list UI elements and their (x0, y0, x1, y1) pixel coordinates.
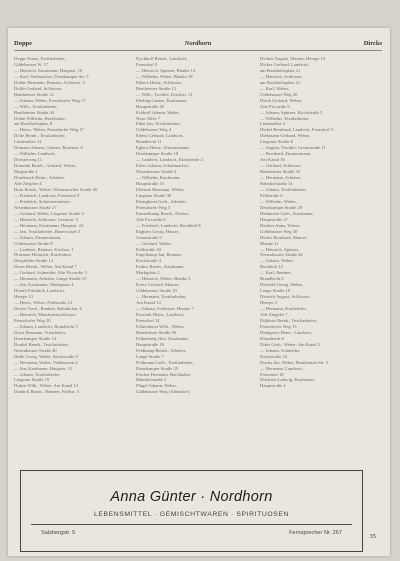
directory-entry: Hauptstraße 40 (136, 103, 164, 109)
directory-entry: — Johann, Weber, Frensdorfer Weg 17 (14, 97, 86, 103)
directory-entry: Ebeling Gustav, Kaufmann, (136, 97, 187, 103)
directory-entry: Gildehauser Straße 19 (136, 288, 177, 294)
directory-entry: — Wilhelm, Landwirt, (14, 151, 56, 157)
directory-entry: Bentheimer Straße 12 (136, 85, 177, 91)
directory-entry: Bentheimer Straße 33 (260, 169, 301, 175)
directory-entry: Egbers Heinr., Zimmermann, (136, 145, 190, 151)
directory-entry: Hauptstraße 18 (136, 341, 164, 347)
directory-entry: Drenth Friedrich, Landwirt, (14, 288, 66, 294)
directory-entry: — Johann, Schlosser, Hesepe 7 (136, 306, 194, 312)
directory-entry: Alte Piccardie 9 (260, 103, 290, 109)
directory-entry: Frensdorf 2 (136, 61, 158, 67)
directory-entry: Hesepe 21 (14, 294, 34, 300)
directory-entry: Bentheimer Straße 50 (136, 329, 177, 335)
directory-entry: — Jan, Kaufmann, Hauptstr. 31 (14, 365, 73, 371)
directory-entry: Evers Gerhard, Maurer, (136, 282, 180, 288)
directory-entry: — Hermann, Textilarbeiter, (136, 294, 187, 300)
directory-entry: — Wilh., Tischler, Kirchstr. 11 (136, 91, 193, 97)
directory-entry: — Friedrich, Landwirt, Frensdorf 9 (14, 192, 80, 198)
directory-entry: Hauptstraße 15 (136, 181, 164, 187)
directory-entry: Deegfelder Straße 12 (14, 258, 54, 264)
directory-entry: Hauptstraße 27 (260, 216, 288, 222)
directory-entry: Diesfeld Georg, Weber, (260, 282, 304, 288)
directory-entry: — Johann, Schneider, (260, 347, 301, 353)
directory-entry: Bookholt 12 (260, 264, 283, 270)
ad-divider (31, 524, 352, 525)
directory-entry: — Johann, Textilarbeiter, (14, 371, 61, 377)
directory-entry: Dirks Gerh., Weber, Am Kanal 2 (260, 341, 321, 347)
directory-entry: — Heinr., Weber, Frensdorfer Weg 17 (14, 127, 84, 133)
ad-phone: Fernsprecher Nr. 267 (289, 530, 342, 536)
directory-entry: Denekamper Straße 29 (260, 204, 303, 210)
directory-entry: Gildehauser W. 17 (14, 61, 49, 67)
directory-entry: — Hermann, Kaufmann, Hauptstr. 22 (14, 222, 84, 228)
directory-entry: Dyckhoff Bernh., Landwirt, (136, 56, 188, 61)
directory-entry: Lingener Straße 30 (136, 192, 172, 198)
directory-entry: Dorn Bernh., Weber, Wietmarscher Straße 30 (14, 186, 98, 192)
directory-entry: Alte Ziegelei 7 (260, 311, 288, 317)
directory-entry: Am Kanal 14 (136, 300, 161, 306)
directory-entry: Kirchstraße 4 (136, 258, 161, 264)
directory-entry: Drost Hermann, Vorarbeiter, (14, 329, 67, 335)
directory-entry: Dornbusch Heinr., Arbeiter, (14, 175, 65, 181)
directory-entry: Neuenhauser Straße 27 (14, 204, 57, 210)
ad-street: Salzbergstr. 5 (41, 530, 76, 536)
directory-entry: — Lambert, Rentner, Kirchstr. 1 (14, 246, 74, 252)
directory-entry: Drees Bernh., Weber, Am Kanal 7 (14, 264, 77, 270)
directory-entry: Flügel Johann, Weber, (136, 383, 177, 389)
directory-entry: Dominik Bernh., Gerhard, Weber, (14, 163, 77, 169)
directory-entry: Denekamper Straße 14 (14, 335, 57, 341)
page-number: 35 (369, 533, 376, 540)
directory-entry: Emmelkamp Bernh., Dreher, (136, 210, 190, 216)
directory-entry: am Bookholtsplatz 8 (14, 121, 53, 127)
directory-entry: Dircksen Ludwig, Kaufmann, (260, 377, 315, 383)
directory-entry: Fischer Hermann, Buchhalter, (136, 371, 192, 377)
directory-entry: am Bookholtsplatz 21 (260, 79, 301, 85)
directory-entry: Dohle Gerhard, Schlosser, (14, 85, 63, 91)
directory-entry: Frensdorfer Weg 5 (136, 204, 171, 210)
directory-entry: Bentheimer Straße 21 (14, 91, 55, 97)
directory-entry: Bentheimer Straße 44 (14, 109, 55, 115)
directory-entry: Lange Straße 7 (136, 353, 164, 359)
directory-entry: Dierks Bernhard, Maurer, (260, 234, 308, 240)
directory-entry: Dunkel Bernh., Textilarbeiter, (14, 341, 69, 347)
directory-entry: — Jan, Kaufmann, Marktplatz 4 (14, 282, 74, 288)
directory-entry: Feldmann Gerh., Textilarbeiter, (136, 359, 194, 365)
directory-entry: Diekmeier Gerh., Kaufmann, (260, 210, 314, 216)
directory-entry: Dohm Wilhelm, Buchhalter, (14, 115, 66, 121)
directory-entry: — Johann, Landwirt, Brandlecht 5 (14, 323, 78, 329)
directory-entry: Feldstraße 6 (260, 192, 283, 198)
directory-entry: — Heinrich, Spinner, Blanke 14 (136, 67, 196, 73)
directory-entry: — Johann, Spinner, Kirchstraße 5 (260, 109, 323, 115)
directory-entry: Dijkhuis Bernh., Textilarbeiter, (260, 317, 318, 323)
directory-entry: — Heinrich, Schlosser, (260, 73, 303, 79)
directory-entry: — Karl, Rentner, (260, 270, 292, 276)
directory-entry: — Wilhelm, Kaufmann, (136, 175, 181, 181)
directory-entry: — Wilh., Textilarbeiter, (14, 103, 58, 109)
directory-entry: Am Kanal 16 (260, 157, 285, 163)
directory-entry: Dieck Gerhard, Weber, (260, 97, 303, 103)
directory-entry: — Heinrich, Kaufmann, Hauptstr. 10 (14, 67, 83, 73)
directory-entry: Duken Wilh., Weber, Am Kanal 12 (14, 383, 79, 389)
directory-entry: — Heinrich, Maschinenschlosser, (14, 311, 77, 317)
directory-entry: — Gerhard, Schlosser, (260, 163, 302, 169)
directory-entry: Diekmann Gerhard, Weber, (260, 133, 311, 139)
directory-entry: — Hermann, Weber, Veldhausen 2 (14, 359, 78, 365)
directory-entry: — Hermann, Landwirt, (260, 365, 304, 371)
directory-entry: Domann Johann, Gärtner, Rosenstr. 6 (14, 145, 83, 151)
directory-entry: — Heinrich, Spinner, (260, 246, 300, 252)
directory-entry: Alte Piccardie 6 (136, 216, 166, 222)
directory-entry: Elsinghorst Gerh., Arbeiter, (136, 198, 187, 204)
directory-entry: am Bookholtsplatz 21 (260, 67, 301, 73)
directory-entry: Lindenallee 14 (14, 139, 42, 145)
directory-entry: — Gerhard, Weber, Lingener Straße 2 (14, 210, 84, 216)
directory-entry: Klausheide 6 (260, 335, 285, 341)
directory-entry: Feldkamp Bernh., Arbeiter, (136, 347, 187, 353)
directory-entry: Marktplatz 2 (136, 270, 160, 276)
directory-entry: Nino-Allee 7 (136, 115, 161, 121)
directory-entry: Falkenberg Otto, Kaufmann, (136, 335, 189, 341)
directory-entry: Hesepe 3 (260, 300, 277, 306)
directory-entry: — Bernhard, Zimmermann, (260, 151, 312, 157)
directory-page (8, 28, 390, 556)
directory-entry: — Wilhelm, Weber, (260, 198, 297, 204)
directory-entry: Dreyer Gerh., Rentner, Bahnhofstr. 6 (14, 306, 82, 312)
directory-entry: — Heinr., Weber, Feldstraße 12 (14, 300, 73, 306)
directory-entry: — Jan, Textilarbeiter, Bauerschaft 3 (14, 228, 81, 234)
ad-title: Anna Günter · Nordhorn (110, 489, 273, 505)
directory-entry: Lange Straße 10 (260, 288, 291, 294)
directory-entry: Edens Gerhard, Landwirt, (136, 133, 184, 139)
directory-entry: Bahnhofstraße 2 (136, 377, 167, 383)
directory-entry: Dotzauer Heinrich, Kraftfahrer, (14, 252, 72, 258)
ad-product-line: LEBENSMITTEL · GEMISCHTWAREN · SPIRITUOSEN (93, 511, 289, 518)
directory-entry: Denekamper Straße 25 (136, 365, 179, 371)
directory-entry: Dünhöft Bernh., Rentner, Feldstr. 3 (14, 389, 79, 394)
directory-entry: Grenzstraße 9 (136, 234, 162, 240)
directory-entry: Bahnhofstraße 14 (260, 181, 293, 187)
directory-entry: Dulle Georg, Weber, Kirchstraße 9 (14, 353, 78, 359)
directory-entry: — Hermann, Arbeiter, Lange Straße 15 (14, 276, 87, 282)
directory-entry: Gildehauser Weg 4 (136, 127, 172, 133)
directory-column-2 (136, 56, 252, 394)
directory-entry: Gildehauser Straße 8 (14, 240, 53, 246)
directory-entry: Frensdorfer Weg 20 (14, 317, 51, 323)
header-rule (14, 50, 382, 51)
directory-entry: Gildehauser Weg 20 (260, 91, 298, 97)
header-right-keyword: Dircks (363, 40, 382, 47)
directory-column-1 (14, 56, 130, 394)
directory-entry: Diekel Bernhard, Landwirt, Frensdorf 5 (260, 127, 334, 133)
directory-entry: — Gerhard, Weber, (136, 240, 172, 246)
directory-entry: Lindenallee 3 (260, 121, 286, 127)
directory-entry: Neuenhauser Straße 3 (136, 169, 177, 175)
directory-entry: Dobbe Hermann, Rentner, Achterstr. 3 (14, 79, 85, 85)
directory-entry: Neuenhauser Straße 44 (260, 252, 303, 258)
directory-entry: — Wilhelm, Textilarbeiter, (260, 115, 310, 121)
directory-column-3 (260, 56, 376, 394)
directory-entry: Frensdorf 18 (260, 371, 284, 377)
directory-entry: Lingener Straße 8 (260, 139, 293, 145)
directory-entry: — August, Tischler, Grenzstraße 11 (260, 145, 326, 151)
directory-entry: Frensdorfer Weg 13 (260, 323, 297, 329)
directory-entry: — Lambert, Landwirt, Klausheide 2 (136, 157, 203, 163)
directory-entry: Esders Bernh., Kaufmann, (136, 264, 185, 270)
directory-entry: — Johann, Weber, (260, 258, 294, 264)
directory-entry: — Wilhelm, Weber, Blanke 18 (136, 73, 193, 79)
directory-entry: — Gerhard, Schneider, Alte Piccardie 3 (14, 270, 87, 276)
directory-entry: Engbers Georg, Heizer, (136, 228, 180, 234)
directory-entry: — Johann, Zimmermann, (14, 234, 62, 240)
directory-entry: Fahrenhorst Wilh., Weber, (136, 323, 185, 329)
directory-entry: Gildehauser Weg 30 (260, 228, 298, 234)
directory-entry: Dinkgreve Heinr., Landwirt, (260, 329, 313, 335)
directory-entry: Dircks Jan, Weber, Bentheimer Str. 5 (260, 359, 328, 365)
directory-entry: Frensdorf 12 (136, 317, 160, 323)
directory-entry: Kirchstraße 22 (260, 353, 288, 359)
header-city: Nordhorn (184, 40, 212, 47)
directory-entry: Eckhoff Johann, Weber, (136, 109, 180, 115)
directory-entry: Dolle Bernh., Textilarbeiter, (14, 133, 66, 139)
directory-entry: — Karl, Stellmacher, Denekamper Str. 5 (14, 73, 89, 79)
directory-entry: — Johann, Textilarbeiter, (260, 186, 307, 192)
directory-entry: Blanke 21 (260, 240, 279, 246)
directory-entry: Burgstraße 1 (14, 169, 38, 175)
directory-entry: — Hermann, Kraftfahrer, (260, 306, 307, 312)
directory-entry: Engelkamp Jan, Rentner, (136, 252, 182, 258)
directory-entry: Alte Ziegelei 4 (14, 181, 42, 187)
directory-entry: Lingener Straße 19 (14, 377, 50, 383)
directory-entry: Eden Jan, Textilarbeiter, (136, 121, 181, 127)
directory-entry: Gildehauser Weg (Altendorf) (136, 389, 190, 394)
directory-entry: Eilers Johann, Schuhmacher, (136, 163, 190, 169)
directory-entry: Dicker Gerhard, Landwirt, (260, 61, 309, 67)
directory-entry: — Friedrich, Landwirt, Bookholt 8 (136, 222, 201, 228)
directory-entry: — Karl, Weber, (260, 85, 289, 91)
directory-entry: Dierkes Anna, Witwe, (260, 222, 301, 228)
directory-entry: Neuenhauser Straße 40 (14, 347, 57, 353)
directory-entry: Feldstraße 20 (136, 246, 161, 252)
directory-entry: Doppe Franz, Textilarbeiter, (14, 56, 66, 61)
directory-entry: Ebbers Heinr., Schlosser, (136, 79, 183, 85)
directory-entry: Elferink Hermann, Weber, (136, 186, 185, 192)
directory-entry: Brandlecht 11 (136, 139, 162, 145)
directory-entry: Dreisterweg 11 (14, 157, 43, 163)
directory-entry: — Heinrich, Schlosser, Grenzstr. 5 (14, 216, 78, 222)
directory-entry: — Hermann, Arbeiter, (260, 175, 302, 181)
directory-entry: Hauptstraße 1 (260, 383, 286, 389)
advertisement-box (20, 470, 363, 552)
directory-entry: — Friedrich, Schreinermeister, (14, 198, 71, 204)
directory-entry: Ewerink Heinr., Landwirt, (136, 311, 185, 317)
directory-entry: Dietrich August, Schlosser, (260, 294, 311, 300)
directory-entry: Denekamper Straße 18 (136, 151, 179, 157)
header-left-keyword: Doppe (14, 40, 33, 47)
directory-entry: Dichter August, Maurer, Hesepe 15 (260, 56, 326, 61)
directory-entry: — Heinrich, Weber, Blanke 3 (136, 276, 191, 282)
directory-entry: Brandlecht 8 (260, 276, 284, 282)
